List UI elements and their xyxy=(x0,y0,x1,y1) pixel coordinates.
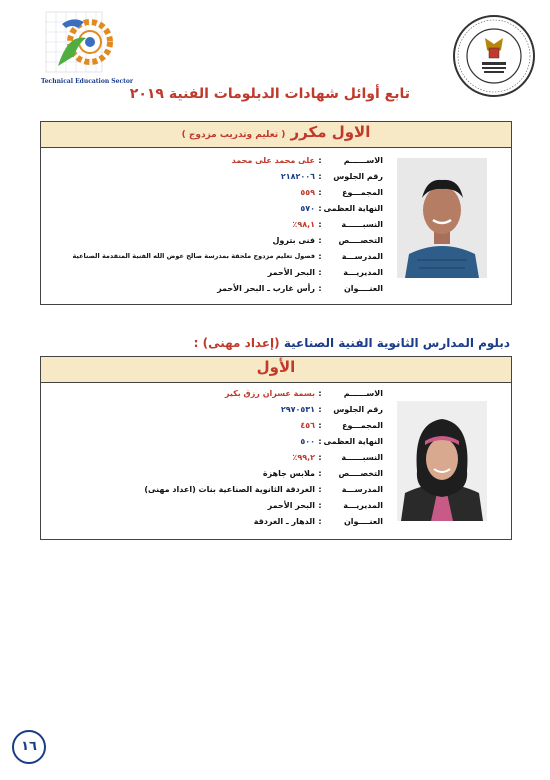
student-photo xyxy=(397,401,487,521)
field-max: النهاية العظمى : ٥٧٠ xyxy=(300,203,383,213)
field-name: الاســــــم : على محمد على محمد xyxy=(231,155,383,165)
field-directorate: المديريـــة : البحر الأحمر xyxy=(267,267,383,277)
field-total: المجمـــوع : ٥٥٩ xyxy=(300,187,383,197)
page-number: ١٦ xyxy=(12,730,46,764)
field-school: المدرســـة : فصول تعليم مزدوج ملحقة بمدرسة صالح عوض الله الفنية المتقدمة الصناعية xyxy=(72,251,383,261)
field-seat-number: رقم الجلوس : ٢٩٧٠٥٣١ xyxy=(280,404,383,414)
field-percentage: النسبــــــة : ٩٨,١٪ xyxy=(292,219,383,229)
field-school: المدرســـة : الغردقة الثانوية الصناعية بنات (اعداد مهنى) xyxy=(144,484,383,494)
ministry-seal-logo xyxy=(452,14,536,98)
student-card-1 xyxy=(40,121,512,305)
card-heading xyxy=(41,122,511,148)
field-directorate: المديريـــة : البحر الأحمر xyxy=(267,500,383,510)
field-percentage: النسبــــــة : ٩٩,٢٪ xyxy=(292,452,383,462)
field-specialization: التخصــــص : فنى بترول xyxy=(272,235,383,245)
page-title: تابع أوائل شهادات الدبلومات الفنية ٢٠١٩ xyxy=(129,86,410,102)
field-address: العنــــوان : الدهار ـ الغردقة xyxy=(253,516,383,526)
student-info xyxy=(53,152,383,296)
field-address: العنــــوان : رأس غارب ـ البحر الأحمر xyxy=(217,283,383,293)
student-info xyxy=(53,385,383,529)
section-title: دبلوم المدارس الثانوية الفنية الصناعية (إعداد مهنى) : xyxy=(193,336,510,350)
student-card-2 xyxy=(40,356,512,540)
field-max: النهاية العظمى : ٥٠٠ xyxy=(300,436,383,446)
card-heading xyxy=(41,357,511,383)
rank-label: الاول مكرر xyxy=(290,123,371,141)
field-specialization: التخصــــص : ملابس جاهزة xyxy=(262,468,383,478)
field-total: المجمـــوع : ٤٥٦ xyxy=(300,420,383,430)
field-name: الاســــــم : بسمة عسران رزق بكير xyxy=(224,388,383,398)
rank-label: الأول xyxy=(256,358,296,376)
sector-label: Technical Education Sector xyxy=(40,78,134,85)
field-seat-number: رقم الجلوس : ٢١٨٢٠٠٦ xyxy=(280,171,383,181)
student-photo xyxy=(397,158,487,278)
program-label: ( تعليم وتدريب مزدوج ) xyxy=(181,130,286,140)
